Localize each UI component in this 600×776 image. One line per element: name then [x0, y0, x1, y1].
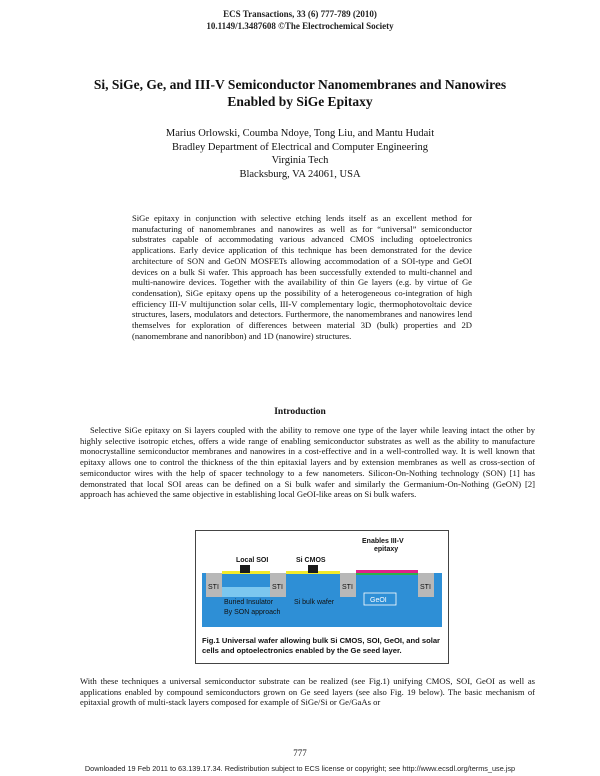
gate-1: [240, 565, 250, 573]
paper-title: [60, 76, 540, 110]
buried-insulator: [222, 587, 270, 597]
figure-caption: Fig.1 Universal wafer allowing bulk Si CMOS, SOI, GeOI, and solar cells and optoelectronics enabled by the Ge seed layer.: [202, 636, 440, 655]
title-line-2: Enabled by SiGe Epitaxy: [227, 94, 373, 109]
fig-label-son-approach: By SON approach: [224, 609, 281, 616]
fig-label-sti-2: STI: [272, 584, 283, 591]
fig-label-buried-insulator: Buried Insulator: [224, 599, 274, 606]
iii-v-layer: [356, 570, 418, 573]
universal-wafer-diagram: [202, 535, 442, 627]
fig-label-local-soi: Local SOI: [236, 557, 269, 564]
author-university: Virginia Tech: [271, 155, 329, 166]
journal-header: [0, 8, 600, 32]
download-footer: Downloaded 19 Feb 2011 to 63.139.17.34. Redistribution subject to ECS license or copyright; see http://www.ecsdl.org/terms_use.jsp: [84, 764, 516, 773]
fig-label-sti-1: STI: [208, 584, 219, 591]
fig-label-sti-4: STI: [420, 584, 431, 591]
fig-label-epitaxy: epitaxy: [374, 546, 399, 553]
fig-label-enables: Enables III-V: [362, 538, 404, 545]
journal-citation: ECS Transactions, 33 (6) 777-789 (2010): [223, 9, 377, 19]
introduction-paragraph-1: Selective SiGe epitaxy on Si layers coupled with the ability to remove one type of the layer while leaving intact the other by highly selective isotropic etches, offers a wide range of enabling semiconductor substrates as well as the ability to manufacture monocrystalline semiconductor membranes and nanowires in a cost-effective and in a well-controlled way. It is well known that epitaxy allows one to control the thickness of the thin epitaxial layers and by extension membranes as well as cross-section of semiconductor wires with the help of spacer technology to a few nanometers. Silicon-On-Nothing technology (SON) [1] has demonstrated that local SOI areas can be defined on a Si bulk wafer and similarly the Germanium-On-Nothing (GeON) [2] approach has achieved the same objective in establishing local GeOI-like areas on Si bulk wafers.: [80, 425, 535, 500]
page-number: 777: [293, 748, 307, 758]
doi-line: 10.1149/1.3487608 ©The Electrochemical Society: [206, 21, 394, 31]
ge-seed-layer: [356, 573, 418, 575]
fig-label-sti-3: STI: [342, 584, 353, 591]
fig-label-geoi: GeOI: [370, 597, 387, 604]
abstract: SiGe epitaxy in conjunction with selective etching lends itself as an excellent method for manufacturing of nanomembranes and nanowires as well as for “universal” semiconductor substrates capable of accommodating various advanced CMOS including optoelectronics applications. Early device application of this technique has been demonstrated for the device architecture of SON and GeON MOSFETs allowing accommodation of a SOI-type and GeOI devices on a bulk Si wafer. This approach has been successfully extended to multi-channel and multi-nanowire devices. Together with the availability of thin Ge layers (e.g. by virtue of Ge condensation), SiGe epitaxy opens up the possibility of a heterogeneous co-integration of high efficiency III-V multijunction solar cells, III-V complementary logic, thermophotovoltaic device structures, lasers, modulators and detectors. Furthermore, the nanomembranes and nanowires lend themselves for exploration of differences between material 3D (bulk) properties and 2D (nanomembrane and nanoribbon) and 1D (nanowire) structures.: [132, 213, 472, 341]
title-line-1: Si, SiGe, Ge, and III-V Semiconductor Nanomembranes and Nanowires: [93, 77, 507, 92]
author-names: Marius Orlowski, Coumba Ndoye, Tong Liu, and Mantu Hudait: [165, 128, 435, 139]
author-department: Bradley Department of Electrical and Computer Engineering: [172, 141, 428, 153]
gate-2: [308, 565, 318, 573]
introduction-paragraph-2: With these techniques a universal semiconductor substrate can be realized (see Fig.1) unifying CMOS, SOI, GeOI as well as applications enabled by compound semiconductors grown on Ge seed layers (see also Fig. 19 below). The basic mechanism of epitaxial growth of multi-stack layers composed for example of SiGe/Si or Ge/GaAs or: [80, 676, 535, 708]
fig-label-si-bulk-wafer: Si bulk wafer: [294, 599, 335, 606]
author-location: Blacksburg, VA 24061, USA: [239, 168, 361, 180]
fig-label-si-cmos: Si CMOS: [296, 557, 326, 564]
introduction-heading: Introduction: [274, 407, 326, 417]
author-block: [60, 127, 540, 181]
figure-1: [195, 530, 449, 664]
